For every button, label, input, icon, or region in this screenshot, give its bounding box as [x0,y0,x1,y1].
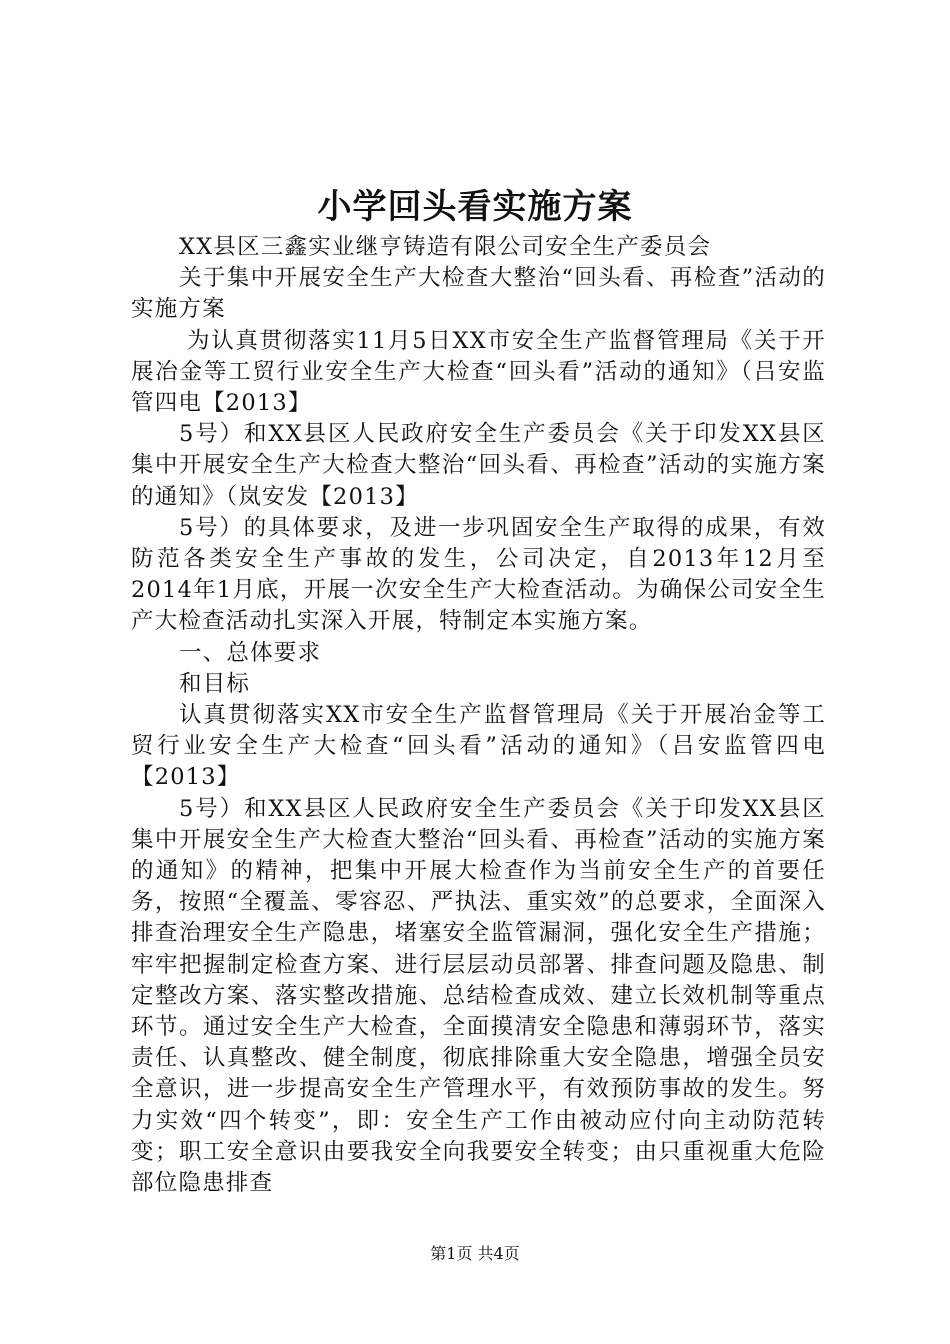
document-title: 小学回头看实施方案 [317,187,633,227]
page-number-footer: 第1页 共4页 [430,1244,520,1263]
paragraph-decision: 5号）的具体要求，及进一步巩固安全生产取得的成果，有效防范各类安全生产事故的发生，公司决定，自2013年12月至2014年1月底，开展一次安全生产大检查活动。为确保公司安全生产大检查活动扎实深入开展，特制定本实施方案。 [131,514,826,635]
paragraph-plan-heading: 关于集中开展安全生产大检查大整治“回头看、再检查”活动的实施方案 [131,265,826,323]
paragraph-implementation: 认真贯彻落实XX市安全生产监督管理局《关于开展冶金等工贸行业安全生产大检查“回头看”活动的通知》（吕安监管四电【2013】 [131,702,826,791]
paragraph-committee-name: XX县区三鑫实业继亨铸造有限公司安全生产委员会 [179,234,712,260]
document-body [131,232,826,1199]
paragraph-requirements: 5号）和XX县区人民政府安全生产委员会《关于印发XX县区集中开展安全生产大检查大整治“回头看、再检查”活动的实施方案的通知》的精神，把集中开展大检查作为当前安全生产的首要任务，按照“全覆盖、零容忍、严执法、重实效”的总要求，全面深入排查治理安全生产隐患，堵塞安全监管漏洞，强化安全生产措施；牢牢把握制定检查方案、进行层层动员部署、排查问题及隐患、制定整改方案、落实整改措施、总结检查成效、建立长效机制等重点环节。通过安全生产大检查，全面摸清安全隐患和薄弱环节，落实责任、认真整改、健全制度，彻底排除重大安全隐患，增强全员安全意识，进一步提高安全生产管理水平，有效预防事故的发生。努力实效“四个转变”，即：安全生产工作由被动应付向主动防范转变；职工安全意识由要我安全向我要安全转变；由只重视重大危险部位隐患排查 [131,795,826,1197]
section-heading-general-requirements: 一、总体要求 [179,639,322,666]
paragraph-purpose: 为认真贯彻落实11月5日XX市安全生产监督管理局《关于开展冶金等工贸行业安全生产大检查“回头看”活动的通知》（吕安监管四电【2013】 [131,327,826,417]
section-heading-goals: 和目标 [179,670,251,697]
paragraph-purpose-continued: 5号）和XX县区人民政府安全生产委员会《关于印发XX县区集中开展安全生产大检查大整治“回头看、再检查”活动的实施方案的通知》（岚安发【2013】 [131,421,826,510]
